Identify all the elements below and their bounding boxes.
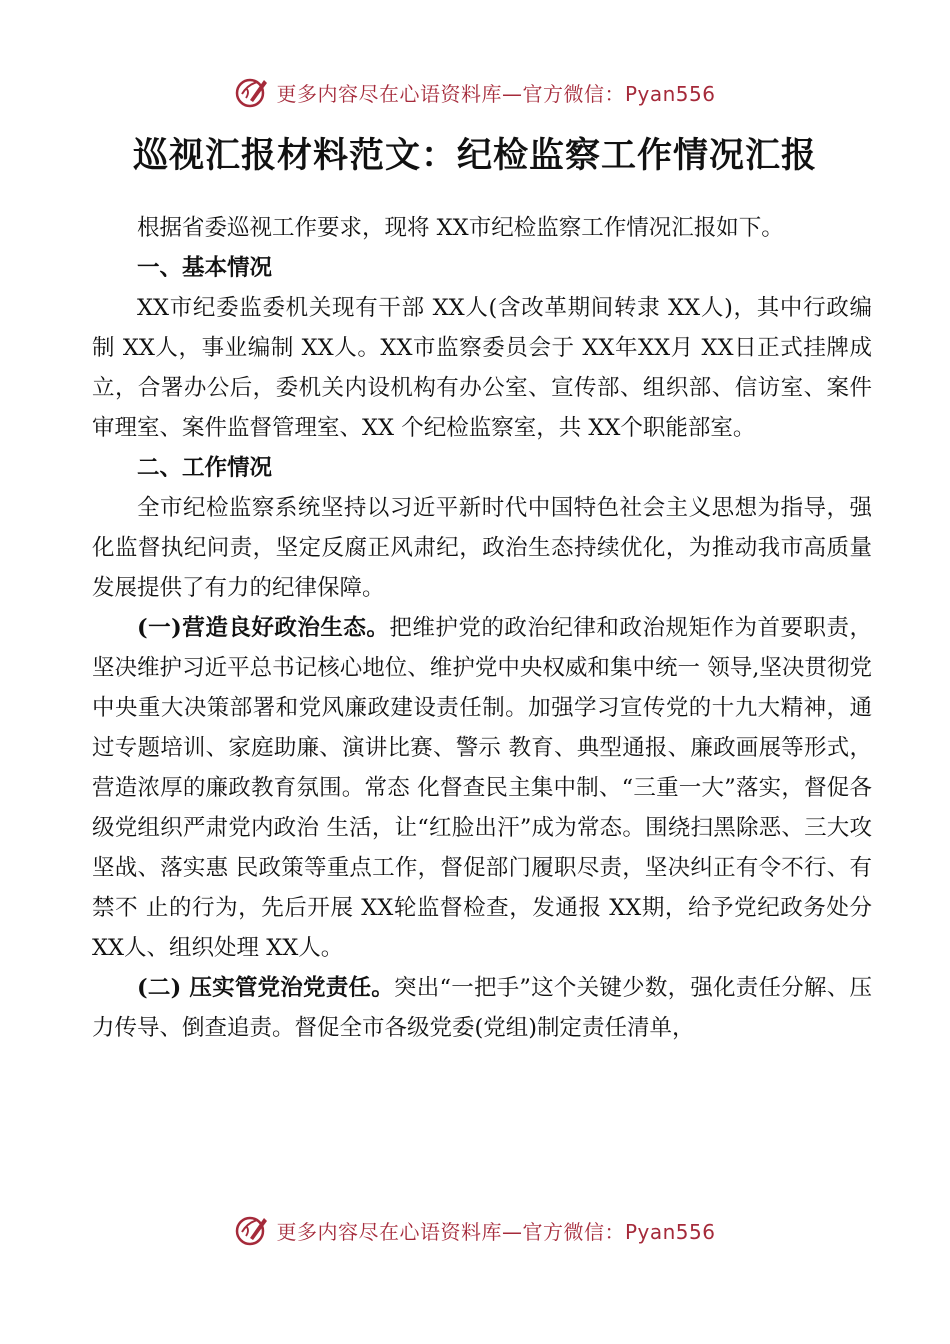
item1-body: 把维护党的政治纪律和政治规矩作为首要职责，坚决维护习近平总书记核心地位、维护党中央权威和集中统一 领导,坚决贯彻党中央重大决策部署和党风廉政建设责任制。加强学习宣传党的十九大精神，通过专题培训、家庭助廉、演讲比赛、警示 教育、典型通报、廉政画展等形式，营造浓厚的廉政教育氛围。常态 化督查民主集中制、“三重一大”落实，督促各级党组织严肃党内政治 生活，让“红脸出汗”成为常态。围绕扫黑除恶、三大攻坚战、落实惠 民政策等重点工作，督促部门履职尽责，坚决纠正有令不行、有禁不 止的行为，先后开展 XX轮监督检查，发通报 XX期，给予党纪政务处分 XX人、组织处理 XX人。 (92, 615, 872, 961)
item2-paragraph (92, 968, 872, 1048)
item2-body: 突出“一把手”这个关键少数，强化责任分解、压力传导、倒查追责。督促全市各级党委(党组)制定责任清单， (92, 975, 872, 1041)
header-banner (0, 72, 950, 112)
quill-logo-icon (234, 1212, 270, 1248)
section1-heading: 一、基本情况 (137, 255, 273, 281)
section2-heading: 二、工作情况 (137, 455, 273, 481)
document-body (92, 208, 872, 1048)
quill-logo-icon (234, 74, 270, 110)
intro-paragraph: 根据省委巡视工作要求，现将 XX市纪检监察工作情况汇报如下。 (137, 215, 784, 241)
item2-lead: (二) 压实管党治党责任。 (137, 975, 394, 1001)
section2-paragraph: 全市纪检监察系统坚持以习近平新时代中国特色社会主义思想为指导，强化监督执纪问责，坚定反腐正风肃纪，政治生态持续优化，为推动我市高质量发展提供了有力的纪律保障。 (92, 495, 872, 601)
footer-banner-text: 更多内容尽在心语资料库—官方微信：Pyan556 (276, 1219, 716, 1244)
item1-lead: (一)营造良好政治生态。 (137, 615, 390, 641)
document-title: 巡视汇报材料范文：纪检监察工作情况汇报 (132, 135, 817, 176)
footer-banner (0, 1210, 950, 1250)
item1-paragraph (92, 608, 872, 968)
section1-paragraph: XX市纪委监委机关现有干部 XX人(含改革期间转隶 XX人)，其中行政编制 XX人，事业编制 XX人。XX市监察委员会于 XX年XX月 XX日正式挂牌成立，合署办公后，委机关内设机构有办公室、宣传部、组织部、信访室、案件审理室、案件监督管理室、XX 个纪检监察室，共 XX个职能部室。 (92, 295, 872, 441)
header-banner-text: 更多内容尽在心语资料库—官方微信：Pyan556 (276, 81, 716, 106)
